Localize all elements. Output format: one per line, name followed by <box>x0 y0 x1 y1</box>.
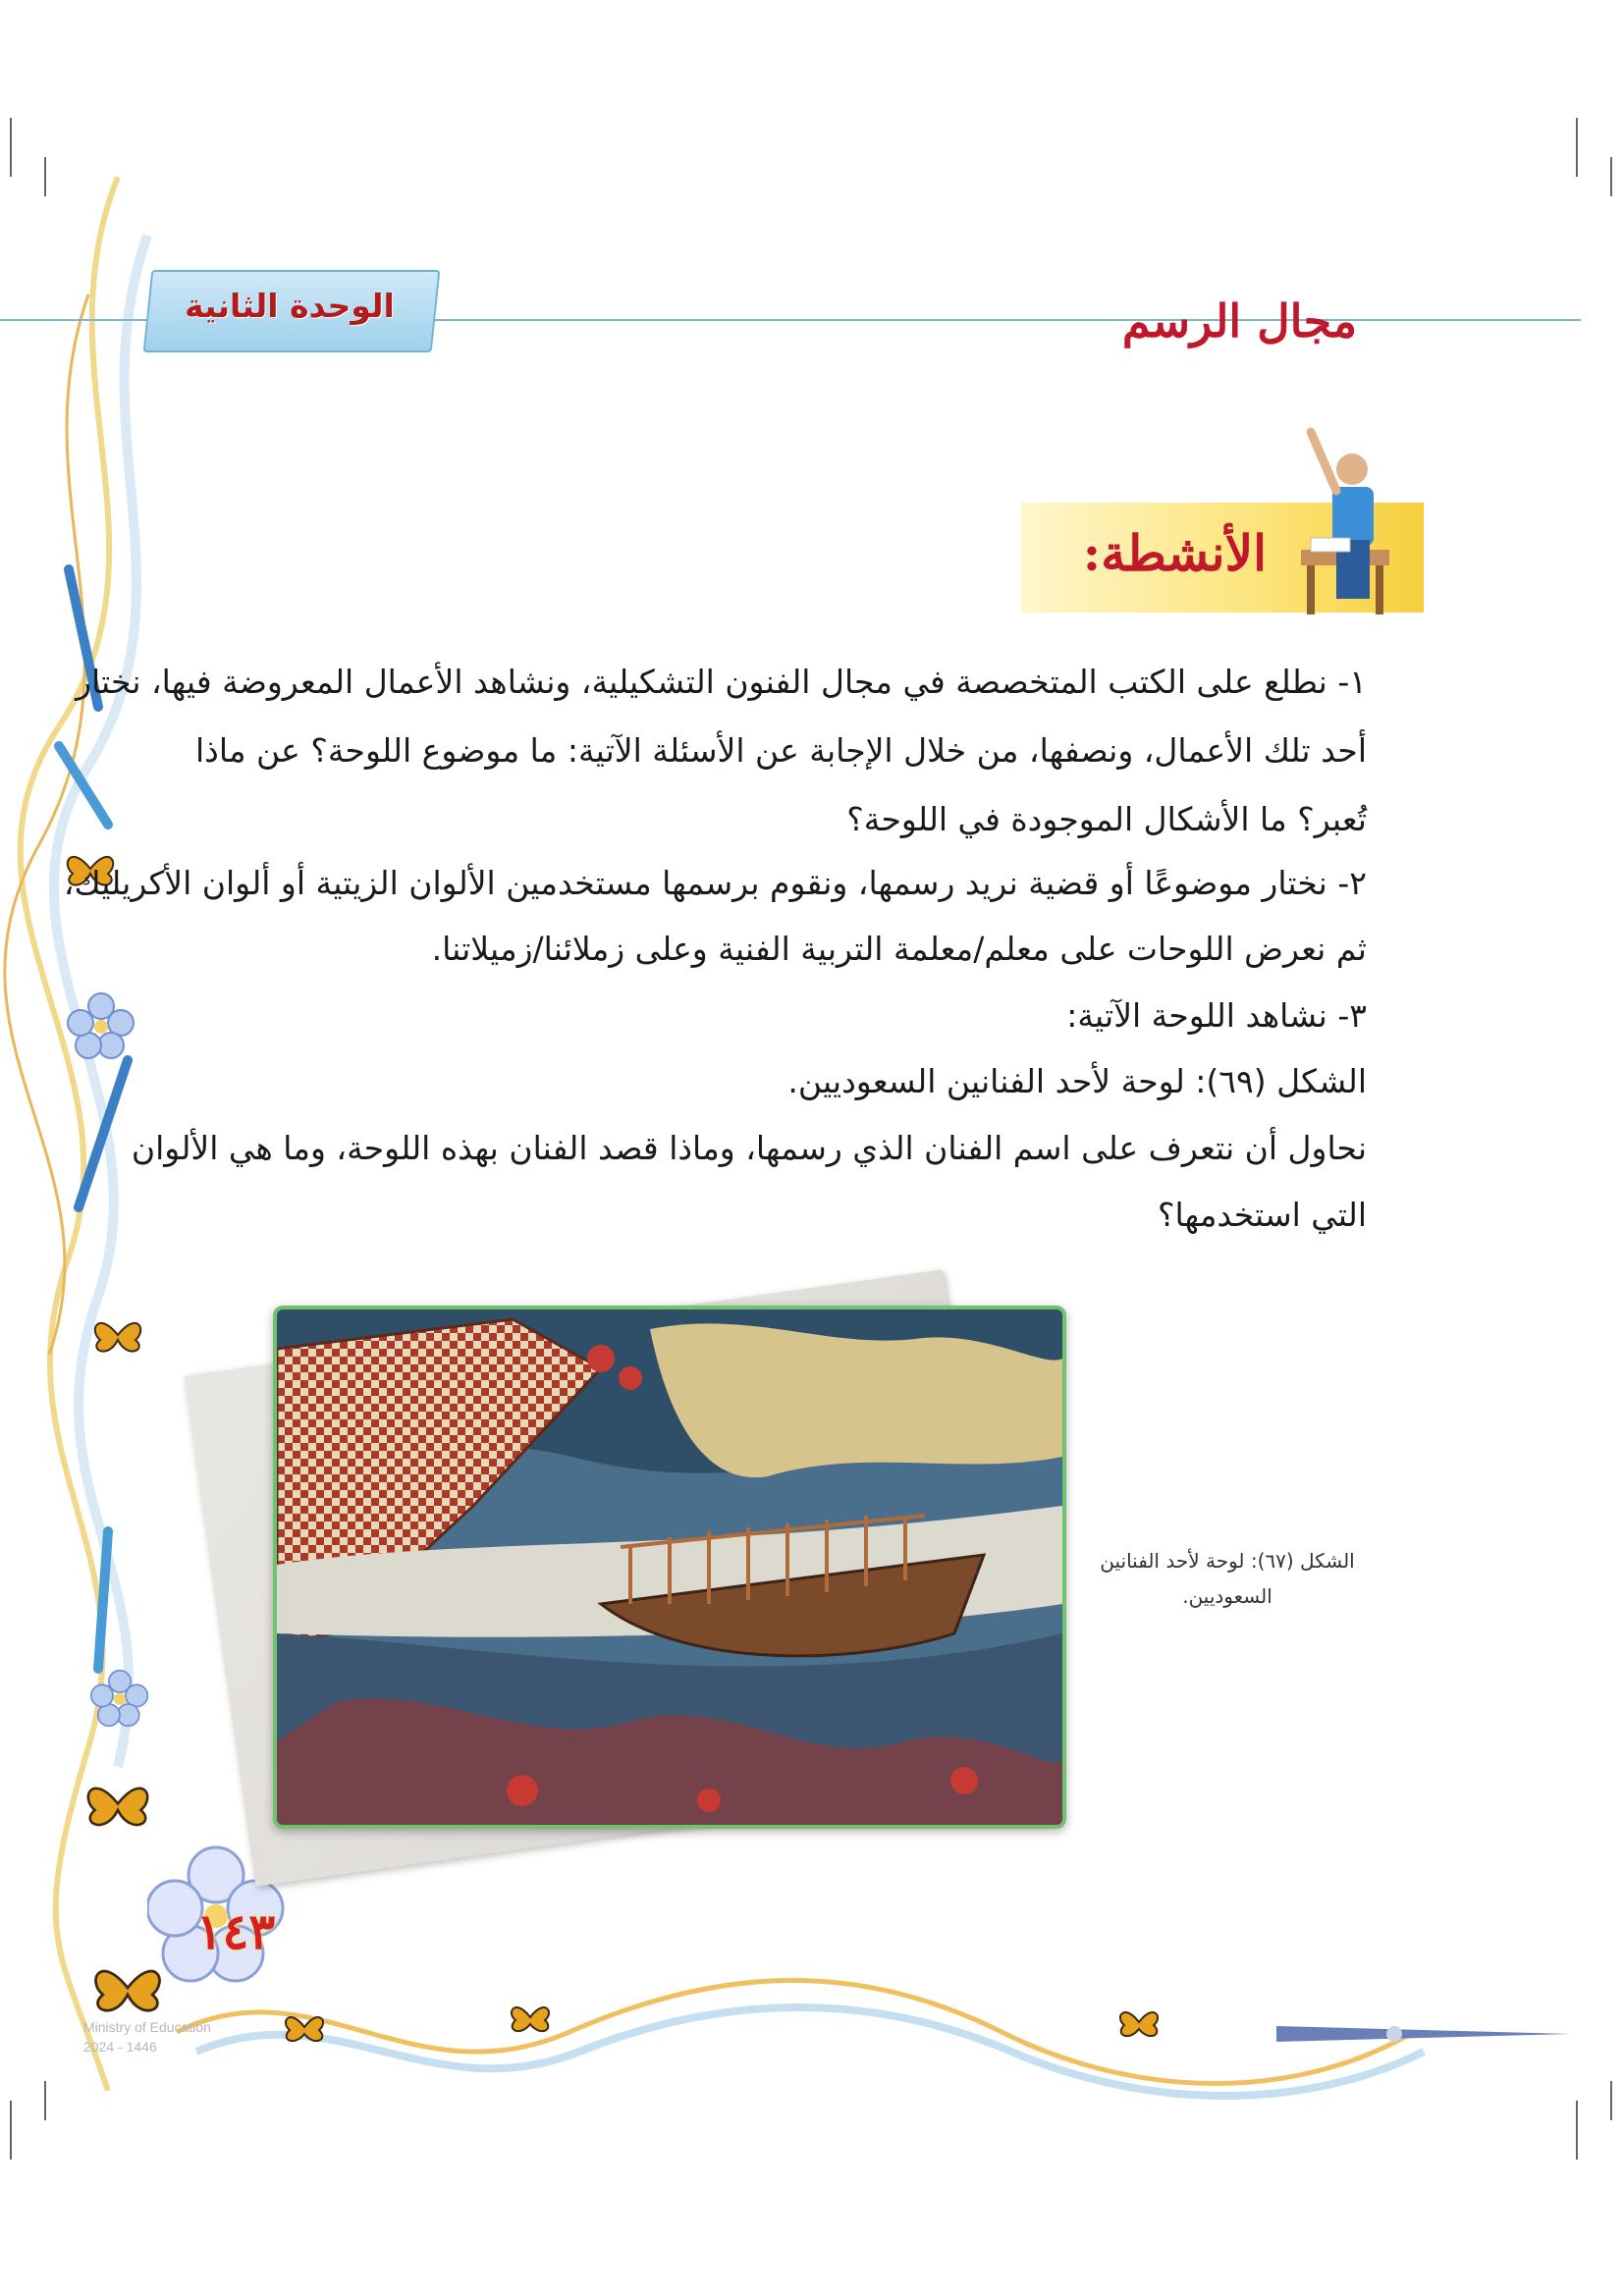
ministry-watermark <box>83 2017 280 2056</box>
crop-mark <box>1610 157 1612 196</box>
text-line: ١- نطلع على الكتب المتخصصة في مجال الفنون التشكيلية، ونشاهد الأعمال المعروضة فيها، نختار <box>76 663 1367 701</box>
butterfly-icon <box>79 1772 157 1836</box>
text-line: ٢- نختار موضوعًا أو قضية نريد رسمها، ونقوم برسمها مستخدمين الألوان الزيتية أو ألوان الأكريليك، <box>63 864 1367 902</box>
student-drawing-icon <box>1281 412 1399 618</box>
painting-image <box>273 1306 1066 1829</box>
activities-title: الأنشطة: <box>1082 524 1267 582</box>
crop-mark <box>1576 2101 1578 2160</box>
footer-decoration <box>118 1963 1591 2101</box>
crop-mark <box>10 2101 12 2160</box>
page-number: ١٤٣ <box>195 1902 276 1960</box>
flower-icon <box>90 1669 149 1728</box>
section-title: مجال الرسم <box>1121 294 1357 347</box>
text-line: الشكل (٦٩): لوحة لأحد الفنانين السعوديين. <box>787 1062 1367 1100</box>
text-line: تُعبر؟ ما الأشكال الموجودة في اللوحة؟ <box>846 800 1367 838</box>
text-line: التي استخدمها؟ <box>1157 1196 1367 1234</box>
text-line: ثم نعرض اللوحات على معلم/معلمة التربية الفنية وعلى زملائنا/زميلاتنا. <box>431 930 1367 968</box>
flower-icon <box>67 991 135 1060</box>
caption-line: الشكل (٦٧): لوحة لأحد الفنانين <box>1100 1549 1355 1573</box>
text-line: ٣- نشاهد اللوحة الآتية: <box>1066 996 1367 1035</box>
ministry-line: Ministry of Education <box>83 2019 211 2035</box>
caption-line: السعوديين. <box>1182 1584 1272 1608</box>
butterfly-icon <box>88 1310 147 1360</box>
unit-label: الوحدة الثانية <box>185 287 395 325</box>
text-line: أحد تلك الأعمال، ونصفها، من خلال الإجابة عن الأسئلة الآتية: ما موضوع اللوحة؟ عن ماذا <box>194 731 1367 770</box>
crop-mark <box>1576 118 1578 177</box>
crop-mark <box>10 118 12 177</box>
text-line: نحاول أن نتعرف على اسم الفنان الذي رسمها، وماذا قصد الفنان بهذه اللوحة، وما هي الألوان <box>131 1129 1367 1167</box>
crop-mark <box>1610 2081 1612 2120</box>
ministry-line: 2024 - 1446 <box>83 2039 157 2055</box>
figure-caption <box>1075 1543 1380 1614</box>
